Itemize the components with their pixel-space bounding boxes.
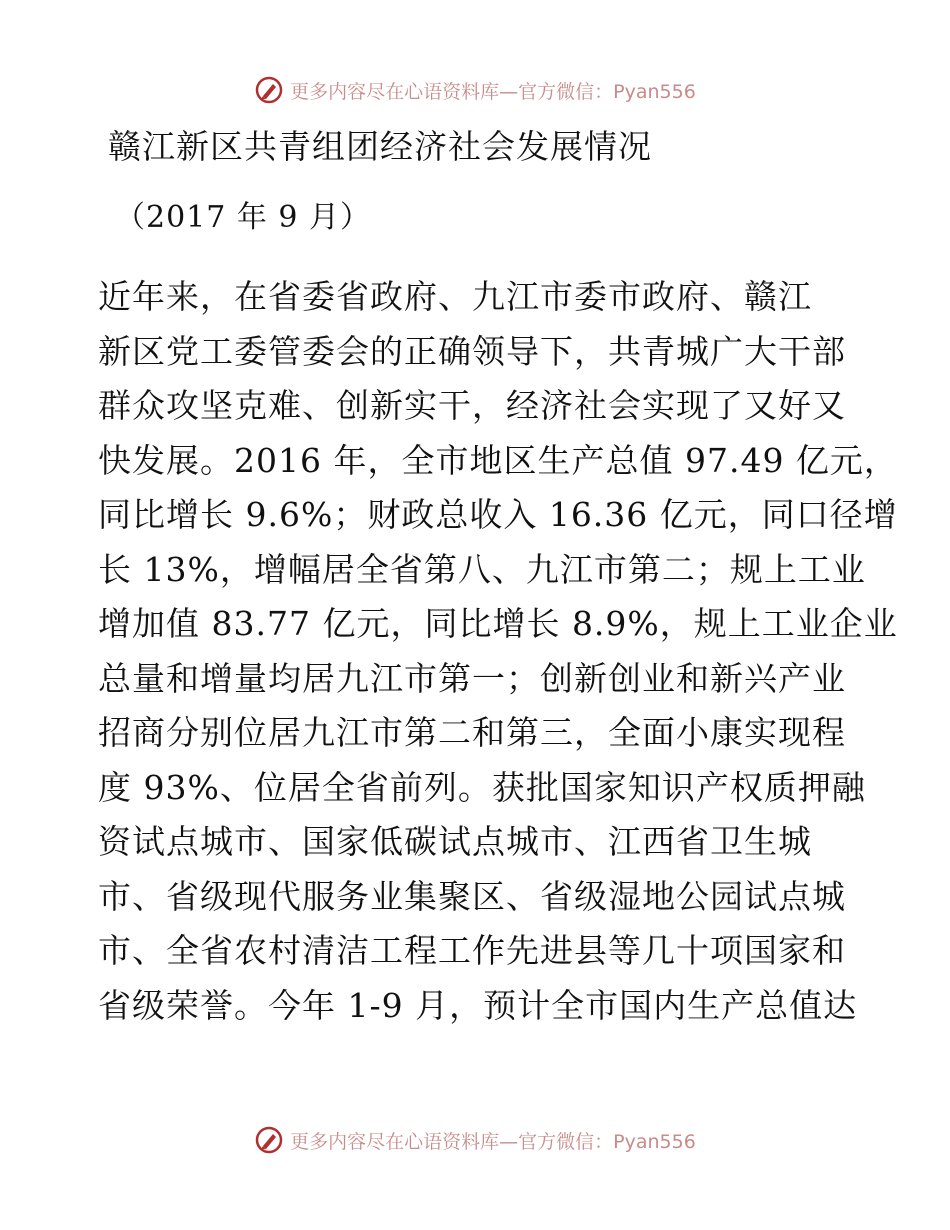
- body-line: 长 13%，增幅居全省第八、九江市第二；规上工业: [98, 549, 866, 589]
- body-line: 度 93%、位居全省前列。获批国家知识产权质押融: [98, 767, 866, 807]
- body-line: 招商分别位居九江市第二和第三，全面小康实现程: [98, 713, 846, 752]
- watermark-footer: [0, 1120, 950, 1160]
- body-line: 群众攻坚克难、创新实干，经济社会实现了又好又: [98, 386, 846, 425]
- body-line: 近年来，在省委省政府、九江市委市政府、赣江: [98, 277, 812, 316]
- pen-logo-icon: [254, 1125, 284, 1155]
- document-title: 赣江新区共青组团经济社会发展情况: [108, 127, 652, 166]
- pen-logo-icon: [254, 75, 284, 105]
- body-line: 增加值 83.77 亿元，同比增长 8.9%，规上工业企业: [98, 604, 898, 643]
- watermark-header: [0, 70, 950, 110]
- document-date: （2017 年 9 月）: [115, 200, 372, 235]
- body-line: 新区党工委管委会的正确领导下，共青城广大干部: [98, 331, 846, 371]
- watermark-text: 更多内容尽在心语资料库—官方微信：Pyan556: [290, 1130, 696, 1153]
- body-line: 市、全省农村清洁工程工作先进县等几十项国家和: [98, 931, 846, 970]
- document-body: [98, 270, 898, 1033]
- body-line: 省级荣誉。今年 1-9 月，预计全市国内生产总值达: [98, 985, 858, 1025]
- watermark-text: 更多内容尽在心语资料库—官方微信：Pyan556: [290, 80, 696, 103]
- body-line: 资试点城市、国家低碳试点城市、江西省卫生城: [98, 822, 812, 861]
- body-line: 市、省级现代服务业集聚区、省级湿地公园试点城: [98, 876, 846, 916]
- body-line: 同比增长 9.6%；财政总收入 16.36 亿元，同口径增: [98, 495, 898, 534]
- body-line: 总量和增量均居九江市第一；创新创业和新兴产业: [98, 658, 846, 698]
- body-line: 快发展。2016 年，全市地区生产总值 97.49 亿元，: [98, 440, 898, 480]
